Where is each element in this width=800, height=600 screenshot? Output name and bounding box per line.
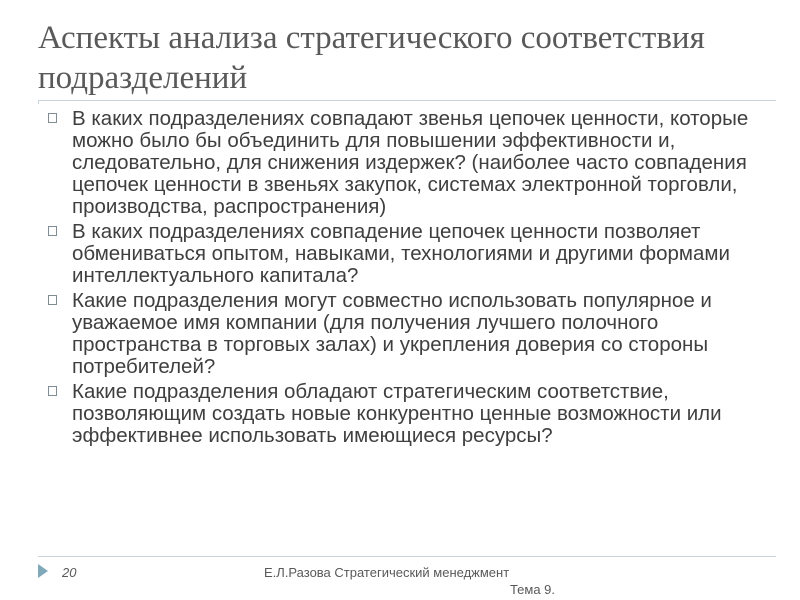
footer-topic-line: Тема 9.: [509, 582, 555, 597]
bullet-text: В каких подразделениях совпадают звенья цепочек ценности, которые можно было бы объединить для повышении эффективности и, следовательно, для снижения издержек? (наиболее часто совпадения цепочек ценности в звеньях закупок, системах электронной торговли, производства, распространения): [72, 107, 749, 218]
hollow-square-bullet-icon: [48, 386, 57, 396]
page-number: 20: [62, 565, 77, 580]
slide-title: Аспекты анализа стратегического соответствия подразделений: [38, 20, 705, 96]
bullet-item: [48, 108, 768, 218]
bullet-list: [48, 108, 768, 450]
bullet-text: Какие подразделения могут совместно использовать популярное и уважаемое имя компании (для получения лучшего полочного пространства в торговых залах) и укрепления доверия со стороны потребителей?: [72, 289, 712, 378]
footer-caption: [250, 564, 555, 598]
title-divider: [38, 100, 776, 101]
hollow-square-bullet-icon: [48, 113, 57, 123]
triangle-right-icon: [38, 564, 48, 578]
bullet-item: [48, 290, 768, 378]
bullet-text: Какие подразделения обладают стратегическим соответствие, позволяющим создать новые конкурентно ценные возможности или эффективнее использовать имеющиеся ресурсы?: [72, 380, 722, 447]
footer-divider: [38, 556, 776, 557]
bullet-text: В каких подразделениях совпадение цепочек ценности позволяет обмениваться опытом, навыками, технологиями и другими формами интеллектуального капитала?: [72, 220, 730, 287]
footer-author-line: Е.Л.Разова Стратегический менеджмент: [264, 565, 510, 580]
hollow-square-bullet-icon: [48, 295, 57, 305]
bullet-item: [48, 381, 768, 447]
hollow-square-bullet-icon: [48, 226, 57, 236]
bullet-item: [48, 221, 768, 287]
title-divider-tick: [38, 101, 39, 104]
